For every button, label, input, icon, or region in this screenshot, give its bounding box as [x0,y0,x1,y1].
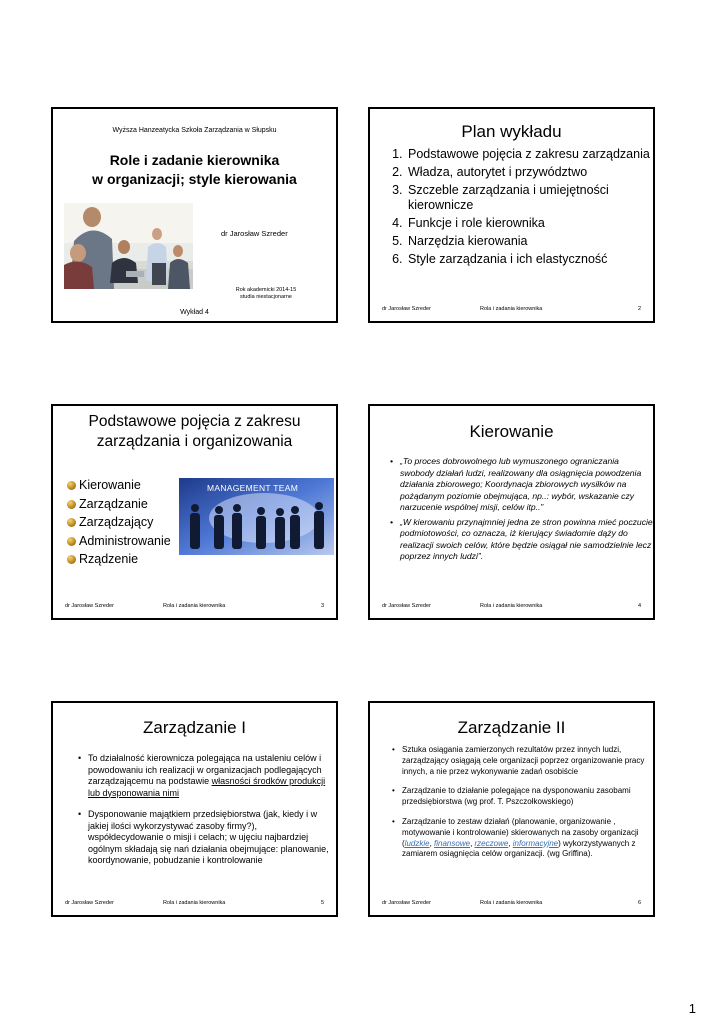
management-team-image [179,478,334,555]
footer-slide-number: 6 [637,900,641,906]
bullet-item: • „W kierowaniu przynajmniej jedna ze stron powinna mieć poczucie podmiotowości, co oznacza, iż kierujący świadomie dąży do realizacji swoich celów, które będzie osiągał nie samodzielnie lecz poprzez innych ludzi”. [400,517,655,563]
footer-author: dr Jarosław Szreder [65,603,114,609]
slide-heading: Zarządzanie II [457,718,566,737]
lecture-label: Wykład 4 [180,309,209,316]
resource-link[interactable]: finansowe [434,838,471,848]
resource-link[interactable]: rzeczowe [474,838,509,848]
footer-slide-number: 3 [320,603,324,609]
plan-item: 4. Funkcje i role kierownika [406,216,655,231]
bullet-ball-icon [67,481,76,490]
footer-author: dr Jarosław Szreder [382,306,431,312]
list-item-label: Zarządzanie [79,496,148,511]
academic-year [221,287,311,301]
list-item-label: Zarządzający [79,515,154,529]
footer-author: dr Jarosław Szreder [65,900,114,906]
bullet-item: • Zarządzanie to zestaw działań (planowanie, organizowanie , motywowanie i kontrolowanie) skierowanych na zasoby organizacji (ludzkie, finansowe, rzeczowe, informacyjne) wykorzystywanych z zamiarem osiągnięcia celów organizacji. (wg Griffina). [402,817,654,860]
business-team-photo [64,203,193,289]
slide-heading: Plan wykładu [461,122,562,141]
list-item-label: Kierowanie [79,478,141,492]
slide-heading: Kierowanie [469,422,554,441]
list-item-label: Rządzenie [79,552,139,566]
year-line-2: studia niestacjonarne [240,294,292,300]
bullet-underlined-text: własności środków produkcji lub dysponowania nimi [88,776,326,798]
slide-footer [382,900,641,908]
bullet-ball-icon [67,500,76,509]
list-item [67,495,171,514]
slide-footer [65,603,324,611]
bullet-text: Zarządzanie to zestaw działań (planowanie, organizowanie , motywowanie i kontrolowanie) skierowanych na zasoby organizacji ( [402,816,639,848]
slide-heading [53,412,336,452]
bullet-text: ) wykorzystywanych z zamiarem osiągnięcia celów organizacji. (wg Griffina). [402,838,636,859]
footer-slide-number: 4 [637,603,641,609]
list-item [67,550,171,569]
page-number: 1 [688,1001,696,1016]
slide-basic-concepts [51,404,338,620]
bullet-item: • „To proces dobrowolnego lub wymuszonego ograniczania swobody działań ludzi, realizowany dla osiągnięcia powodzenia działania zbiorowego; Koordynacja zbiorowych wysiłków na pożądanym poziomie obejmująca, np..: wybór, wskazanie czy narzucenie wspólnej misji, celów itp..” [400,456,655,514]
footer-slide-number: 2 [637,306,641,312]
title-line-1: Role i zadanie kierownika [109,152,280,168]
school-name: Wyższa Hanzeatycka Szkoła Zarządzania w Słupsku [112,127,277,134]
plan-item: 2. Władza, autorytet i przywództwo [406,165,655,180]
list-item [67,476,171,495]
bullet-ball-icon [67,555,76,564]
concept-list [67,476,171,569]
plan-item: 1. Podstawowe pojęcia z zakresu zarządzania [406,147,655,162]
footer-topic: Rola i zadania kierownika [480,603,543,609]
image-caption: MANAGEMENT TEAM [207,483,299,493]
bullet-ball-icon [67,518,76,527]
resource-link[interactable]: ludzkie [404,838,430,848]
bullet-item [88,753,333,799]
heading-line-1: Podstawowe pojęcia z zakresu [88,413,301,430]
slide-title-heading [53,151,336,189]
bullet-item: • Sztuka osiągania zamierzonych rezultatów przez innych ludzi, zarządzający osiągają cele organizacji poprzez organizowanie pracy innych, a nie przez wykonywanie zadań osobiście [402,745,654,777]
slide-footer [382,603,641,611]
heading-line-2: zarządzania i organizowania [96,433,293,450]
bullet-ball-icon [67,537,76,546]
bullet-list [389,456,655,563]
footer-author: dr Jarosław Szreder [382,603,431,609]
resource-link[interactable]: informacyjne [512,838,559,848]
list-item [67,532,171,551]
plan-item: 6. Style zarządzania i ich elastyczność [406,252,655,267]
bullet-text: To działalność kierownicza polegająca na ustaleniu celów i powodowaniu ich realizacji w organizacjach podlegających zarządzającemu na podstawie [88,753,322,786]
slide-heading: Zarządzanie I [143,718,246,737]
slide-zarzadzanie-2 [368,701,655,917]
year-line-1: Rok akademicki 2014-15 [235,287,297,293]
slide-footer [65,900,324,908]
slide-plan [368,107,655,323]
slide-zarzadzanie-1 [51,701,338,917]
author-name: dr Jarosław Szreder [221,229,288,238]
bullet-list [77,753,333,867]
title-line-2: w organizacji; style kierowania [92,171,297,187]
footer-slide-number: 5 [320,900,324,906]
slide-title [51,107,338,323]
bullet-item: • Dysponowanie majątkiem przedsiębiorstwa (jak, kiedy i w jakiej ilości wykorzystywać zasoby firmy?), współdecydowanie o misji i celach; w ujęciu najbardziej ogólnym składają się nań działania obejmujące: planowanie, koordynowanie, pobudzanie i kontrolowanie [88,809,333,867]
footer-topic: Rola i zadania kierownika [163,603,226,609]
plan-item: 5. Narzędzia kierowania [406,234,655,249]
list-item-label: Administrowanie [79,533,171,548]
bullet-list [391,745,654,860]
slide-footer [382,306,641,314]
footer-topic: Rola i zadania kierownika [480,900,543,906]
bullet-item: • Zarządzanie to działanie polegające na dysponowaniu zasobami przedsiębiorstwa (wg prof. T. Pszczołkowskiego) [402,786,654,808]
footer-topic: Rola i zadania kierownika [480,306,543,312]
plan-list [386,147,655,270]
footer-topic: Rola i zadania kierownika [163,900,226,906]
list-item [67,513,171,532]
plan-item: 3. Szczeble zarządzania i umiejętności kierownicze [406,183,655,213]
footer-author: dr Jarosław Szreder [382,900,431,906]
slide-kierowanie [368,404,655,620]
